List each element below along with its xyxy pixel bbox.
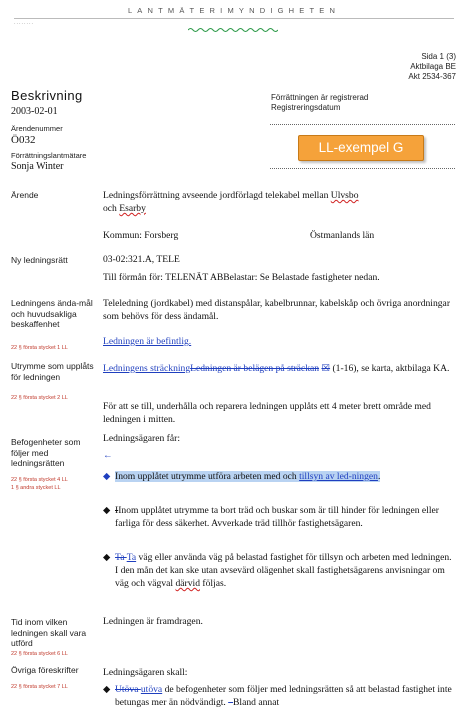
law-reference: 22 § första stycket 6 LL	[11, 651, 68, 657]
ovriga-intro: Ledningsägaren skall:	[103, 667, 188, 678]
case-number-label: Ärendenummer	[11, 124, 63, 133]
bullet-text-end: följas.	[200, 578, 227, 589]
bullet-text: väg eller använda väg på belastad fastighet för tillsyn och arbeten med ledningen. I den mån det kan ske utan avsevärd olägenhet skall fastighetsägarens anvisningar om väg och vägval	[115, 552, 452, 589]
section-label-arende: Ärende	[11, 190, 39, 200]
section-label-tid: Tid inom vilken ledningen skall vara utförd	[11, 617, 87, 648]
section-label-andamal: Ledningens ända-mål och huvudsakliga beskaffenhet	[11, 298, 93, 329]
inserted-text: utöva	[140, 684, 163, 695]
utrymme-reference: (1-16), se karta, aktbilaga KA.	[330, 363, 450, 374]
list-item	[103, 551, 455, 590]
law-reference: 1 § andra stycket LL	[11, 485, 61, 491]
surveyor-label: Förrättningslantmätare	[11, 151, 87, 160]
arrow-left-icon: ←	[103, 450, 113, 461]
list-item	[103, 470, 455, 483]
arende-text	[103, 189, 455, 215]
ledningsratt-code: 03-02:321.A, TELE	[103, 254, 180, 265]
inserted-text: Ta	[126, 552, 137, 563]
deleted-text: I	[115, 505, 119, 516]
law-reference: 22 § första stycket 7 LL	[11, 684, 68, 690]
andamal-link[interactable]: Ledningen är befintlig.	[103, 336, 192, 347]
highlighted-text: Inom upplåtet utrymme utföra arbeten med och	[115, 471, 300, 482]
section-label-befogenheter: Befogenheter som följer med ledningsrätten	[11, 437, 81, 468]
utrymme-area-text: För att se till, underhålla och reparera ledningen upplåts ett 4 meter brett område med ledningen i mitten.	[103, 401, 431, 425]
place-name: Ulvsbo	[330, 190, 359, 201]
punctuation: .	[377, 471, 381, 482]
deleted-checkbox: ☒	[321, 363, 331, 374]
bullet-text: Inom upplåtet utrymme ta bort träd och buskar som är till hinder för ledningen eller farliga för dess säkerhet. Avverkade träd tillhör fastighetsägaren.	[115, 505, 439, 529]
place-name: Esarby	[119, 203, 146, 214]
tillsyn-link[interactable]: tillsyn av led-ningen	[299, 471, 378, 482]
list-item	[103, 504, 455, 530]
utrymme-text	[103, 362, 455, 375]
bullet-icon: ◆	[103, 684, 111, 695]
registration-status: Förrättningen är registrerad	[271, 93, 369, 102]
registration-dotted-line	[270, 168, 455, 169]
arende-connector: och	[103, 203, 120, 214]
document-title: Beskrivning	[11, 88, 83, 103]
befogenheter-intro: Ledningsägaren får:	[103, 433, 180, 444]
utrymme-link[interactable]: Ledningens sträckning	[103, 363, 191, 374]
list-item	[103, 683, 455, 709]
bullet-text: de befogenheter som följer med ledningsrätten så att belastad fastighet inte betungas mer än nödvändigt.	[115, 684, 452, 708]
bullet-icon: ◆	[103, 505, 111, 516]
bullet-icon: ◆	[103, 471, 111, 482]
bullet-text-end: Bland annat	[233, 697, 280, 708]
section-label-ovriga: Övriga föreskrifter	[11, 665, 79, 675]
ledningsratt-beneficiary: Till förmån för: TELENÄT ABBelastar: Se Belastade fastigheter nedan.	[103, 272, 380, 283]
document-date: 2003-02-01	[11, 106, 58, 117]
header-dots: ........	[14, 20, 34, 26]
section-label-ny-ledningsratt: Ny ledningsrätt	[11, 255, 68, 265]
spellcheck-word: därvid	[175, 578, 200, 589]
case-number: Ö032	[11, 134, 36, 146]
agency-header: LANTMÄTERIMYNDIGHETEN	[127, 6, 341, 15]
header-wave-decoration	[188, 27, 278, 33]
andamal-text: Teleledning (jordkabel) med distanspålar, kabelbrunnar, kabelskåp och övriga anordningar som behövs för dess ändamål.	[103, 298, 451, 322]
surveyor-name: Sonja Winter	[11, 161, 64, 172]
law-reference: 22 § första stycket 1 LL	[11, 345, 68, 351]
file-number: Akt 2534-367	[408, 72, 456, 81]
example-badge: LL-exempel G	[298, 135, 424, 161]
registration-date-label: Registreringsdatum	[271, 103, 341, 112]
kommun-text: Kommun: Forsberg	[103, 230, 179, 241]
arende-description: Ledningsförrättning avseende jordförlagd telekabel mellan	[103, 190, 331, 201]
law-reference: 22 § första stycket 2 LL	[11, 395, 68, 401]
section-label-utrymme: Utrymme som upplåts för ledningen	[11, 361, 94, 382]
tid-text: Ledningen är framdragen.	[103, 616, 203, 627]
appendix-label: Aktbilaga BE	[410, 62, 456, 71]
registration-dotted-line	[270, 124, 455, 125]
page-number: Sida 1 (3)	[421, 52, 456, 61]
deleted-text: Utöva	[115, 684, 141, 695]
header-rule	[14, 18, 454, 19]
deleted-text: Ta	[115, 552, 127, 563]
law-reference: 22 § första stycket 4 LL	[11, 477, 68, 483]
deleted-text: –	[228, 697, 234, 708]
bullet-icon: ◆	[103, 552, 111, 563]
deleted-text: Ledningen är belägen på sträckan	[190, 363, 320, 374]
lan-text: Östmanlands län	[310, 230, 375, 241]
